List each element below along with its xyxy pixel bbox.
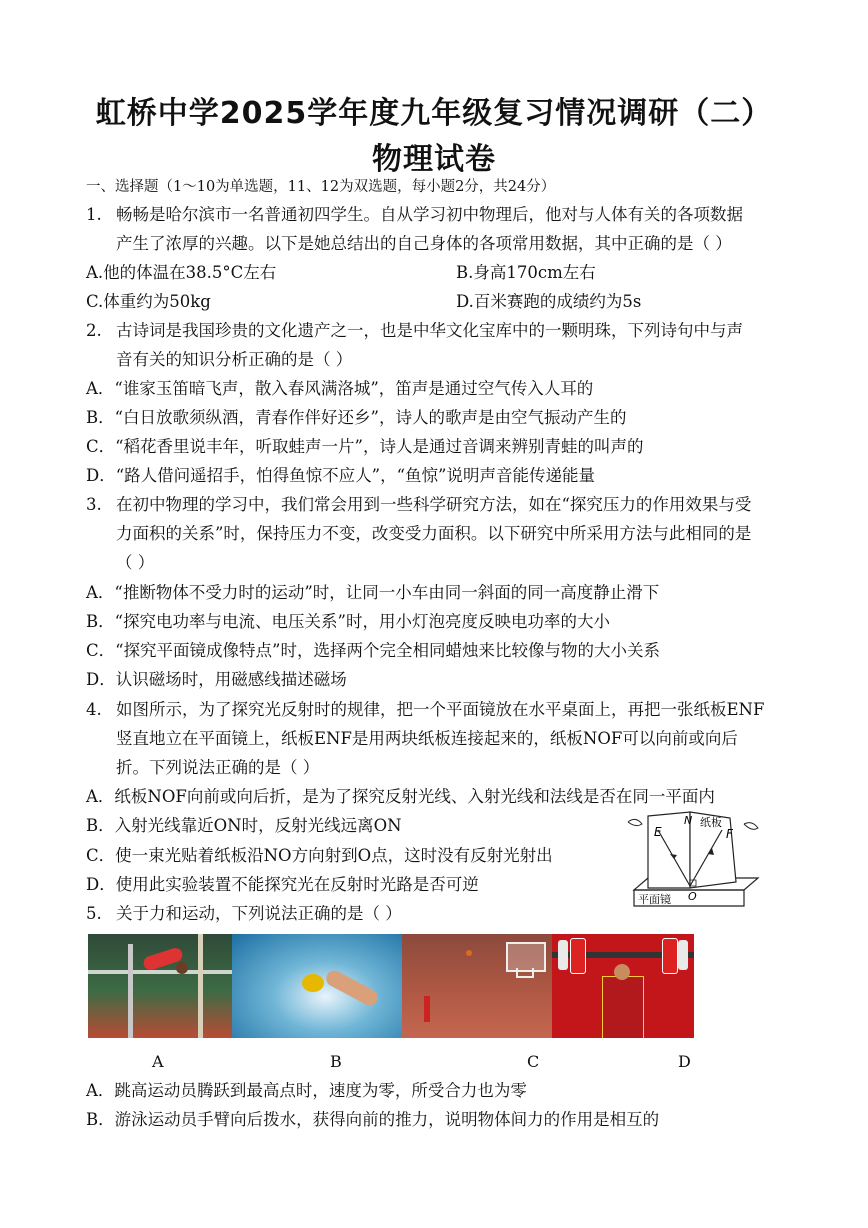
option-a: A．跳高运动员腾跃到最高点时，速度为零，所受合力也为零 bbox=[86, 1081, 527, 1100]
option-b: B．入射光线靠近ON时，反射光线远离ON bbox=[86, 816, 402, 835]
question-stem-line: 竖直地立在平面镜上，纸板ENF是用两块纸板连接起来的，纸板NOF可以向前或向后 bbox=[116, 729, 738, 748]
option-b: B.身高170cm左右 bbox=[456, 263, 596, 282]
option-d: D.百米赛跑的成绩约为5s bbox=[456, 292, 642, 311]
question-number: 3. bbox=[86, 495, 102, 514]
label-f: F bbox=[726, 827, 733, 841]
question-number: 5. bbox=[86, 904, 102, 923]
basketball-photo bbox=[402, 934, 552, 1038]
question-number: 1. bbox=[86, 205, 102, 224]
question-stem-line: 关于力和运动，下列说法正确的是（ ） bbox=[116, 904, 402, 923]
label-o: O bbox=[688, 890, 697, 903]
option-c: C．“探究平面镜成像特点”时，选择两个完全相同蜡烛来比较像与物的大小关系 bbox=[86, 641, 660, 660]
label-paper: 纸板 bbox=[700, 816, 722, 829]
high-jump-photo bbox=[88, 934, 232, 1038]
swimmer-photo bbox=[232, 934, 402, 1038]
question-stem-line: 在初中物理的学习中，我们常会用到一些科学研究方法，如在“探究压力的作用效果与受 bbox=[116, 495, 752, 514]
question-stem-line: 产生了浓厚的兴趣。以下是她总结出的自己身体的各项常用数据，其中正确的是（ ） bbox=[116, 234, 732, 253]
option-c: C.体重约为50kg bbox=[86, 292, 211, 311]
question-stem-line: 古诗词是我国珍贵的文化遗产之一，也是中华文化宝库中的一颗明珠，下列诗句中与声 bbox=[116, 321, 743, 340]
option-a: A．“谁家玉笛暗飞声，散入春风满洛城”，笛声是通过空气传入人耳的 bbox=[86, 379, 594, 398]
option-a: A．纸板NOF向前或向后折，是为了探究反射光线、入射光线和法线是否在同一平面内 bbox=[86, 787, 715, 806]
label-mirror: 平面镜 bbox=[638, 893, 671, 906]
option-d: D．认识磁场时，用磁感线描述磁场 bbox=[86, 670, 347, 689]
label-n: N bbox=[684, 814, 693, 827]
question-stem-line: 力面积的关系”时，保持压力不变，改变受力面积。以下研究中所采用方法与此相同的是 bbox=[116, 524, 752, 543]
question-stem-line: （ ） bbox=[116, 553, 155, 572]
option-a: A．“推断物体不受力时的运动”时，让同一小车由同一斜面的同一高度静止滑下 bbox=[86, 583, 660, 602]
option-b: B．游泳运动员手臂向后拨水，获得向前的推力，说明物体间力的作用是相互的 bbox=[86, 1110, 660, 1129]
option-a: A.他的体温在38.5°C左右 bbox=[86, 263, 277, 282]
option-c: C．“稻花香里说丰年，听取蛙声一片”，诗人是通过音调来辨别青蛙的叫声的 bbox=[86, 437, 644, 456]
option-d: D．使用此实验装置不能探究光在反射时光路是否可逆 bbox=[86, 875, 479, 894]
option-d: D．“路人借问遥招手，怕得鱼惊不应人”，“鱼惊”说明声音能传递能量 bbox=[86, 466, 595, 485]
question-stem-line: 折。下列说法正确的是（ ） bbox=[116, 758, 320, 777]
question-number: 4. bbox=[86, 700, 102, 719]
question-stem-line: 畅畅是哈尔滨市一名普通初四学生。自从学习初中物理后，他对与人体有关的各项数据 bbox=[116, 205, 743, 224]
option-b: B．“探究电功率与电流、电压关系”时，用小灯泡亮度反映电功率的大小 bbox=[86, 612, 610, 631]
question-stem-line: 如图所示，为了探究光反射时的规律，把一个平面镜放在水平桌面上，再把一张纸板ENF bbox=[116, 700, 765, 719]
photo-caption-c: C bbox=[527, 1052, 540, 1071]
page-title: 虹桥中学2025学年度九年级复习情况调研（二） bbox=[95, 96, 773, 131]
label-e: E bbox=[654, 825, 662, 839]
option-b: B．“白日放歌须纵酒，青春作伴好还乡”，诗人的歌声是由空气振动产生的 bbox=[86, 408, 627, 427]
option-c: C．使一束光贴着纸板沿NO方向射到O点，这时没有反射光射出 bbox=[86, 846, 553, 865]
photo-caption-a: A bbox=[152, 1052, 164, 1071]
reflection-figure bbox=[624, 808, 764, 912]
weightlifting-photo bbox=[552, 934, 694, 1038]
page-subtitle: 物理试卷 bbox=[372, 142, 496, 177]
photo-caption-b: B bbox=[330, 1052, 342, 1071]
question-stem-line: 音有关的知识分析正确的是（ ） bbox=[116, 350, 353, 369]
section-heading: 一、选择题（1～10为单选题，11、12为双选题，每小题2分，共24分） bbox=[86, 179, 556, 195]
question-number: 2. bbox=[86, 321, 102, 340]
photo-caption-d: D bbox=[678, 1052, 691, 1071]
